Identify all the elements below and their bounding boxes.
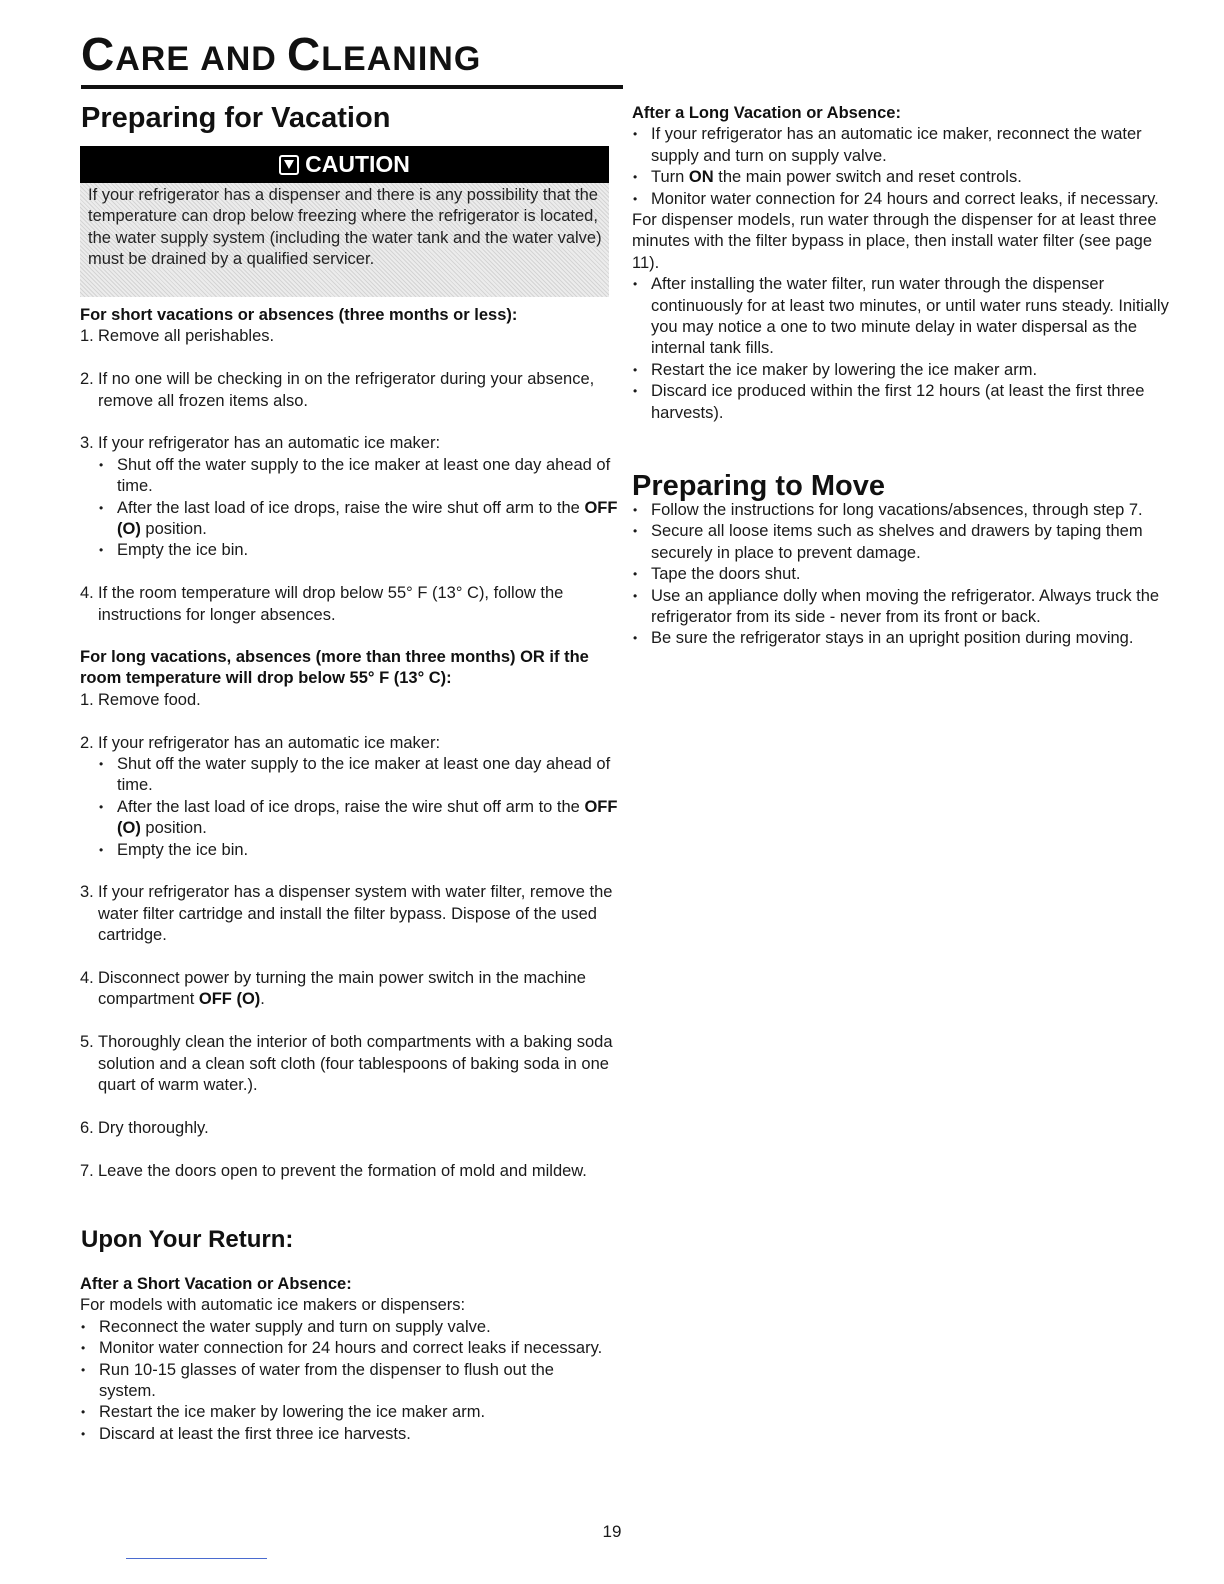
footer-rule: [126, 1558, 267, 1559]
ice-maker-steps: [98, 455, 620, 562]
list-item: • Reconnect the water supply and turn on supply valve.: [80, 1317, 610, 1338]
list-item: • Monitor water connection for 24 hours and correct leaks if necessary.: [80, 1338, 610, 1359]
short-vacation-heading: For short vacations or absences (three months or less):: [80, 306, 518, 324]
list-item: 3. If your refrigerator has a dispenser system with water filter, remove the water filter cartridge and install the filter bypass. Dispose of the used cartridge.: [80, 883, 613, 945]
page-title: CARE AND CLEANING: [81, 28, 623, 89]
list-item: • Be sure the refrigerator stays in an upright position during moving.: [632, 628, 1172, 649]
ice-maker-steps: [98, 754, 620, 861]
section-heading-vacation: Preparing for Vacation: [81, 102, 391, 134]
long-vacation-heading: For long vacations, absences (more than three months) OR if the room temperature will drop below 55° F (13° C):: [80, 648, 589, 688]
list-item: • Empty the ice bin.: [98, 540, 620, 561]
list-item: • Restart the ice maker by lowering the ice maker arm.: [632, 360, 1172, 381]
list-item: • After the last load of ice drops, raise the wire shut off arm to the OFF (O) position.: [98, 797, 620, 840]
caution-text: If your refrigerator has a dispenser and there is any possibility that the temperature can drop below freezing where the refrigerator is located, the water supply system (including the water tank and the water valve) must be drained by a qualified servicer.: [88, 186, 602, 269]
list-item: 3. If your refrigerator has an automatic ice maker:: [80, 434, 441, 453]
list-item: • Use an appliance dolly when moving the refrigerator. Always truck the refrigerator from its side - never from its front or back.: [632, 586, 1172, 629]
list-item: 4. Disconnect power by turning the main power switch in the machine compartment OFF (O).: [80, 969, 586, 1009]
caution-header: [80, 146, 609, 183]
return-long-list-2: [632, 274, 1172, 424]
return-long-paragraph: For dispenser models, run water through the dispenser for at least three minutes with the filter bypass in place, then install water filter (see page 11).: [632, 211, 1157, 272]
list-item: 2. If your refrigerator has an automatic ice maker:: [80, 733, 441, 752]
list-item: • After the last load of ice drops, raise the wire shut off arm to the OFF (O) position.: [98, 498, 620, 541]
return-long-section: [632, 103, 1172, 424]
list-item: • Tape the doors shut.: [632, 564, 1172, 585]
return-short-intro: For models with automatic ice makers or dispensers:: [80, 1296, 466, 1315]
section-heading-move: Preparing to Move: [632, 470, 885, 502]
return-long-list: [632, 124, 1172, 210]
list-item: 4. If the room temperature will drop below 55° F (13° C), follow the instructions for longer absences.: [80, 584, 564, 624]
list-item: • Secure all loose items such as shelves and drawers by taping them securely in place to prevent damage.: [632, 521, 1172, 564]
section-heading-return: Upon Your Return:: [81, 1226, 294, 1253]
list-item: • Empty the ice bin.: [98, 840, 620, 861]
caution-label: CAUTION: [305, 151, 410, 177]
return-short-list: [80, 1317, 610, 1445]
long-vacation-section: [80, 647, 620, 1182]
list-item: • If your refrigerator has an automatic ice maker, reconnect the water supply and turn on supply valve.: [632, 124, 1172, 167]
list-item: 5. Thoroughly clean the interior of both compartments with a baking soda solution and a clean soft cloth (four tablespoons of baking soda in one quart of warm water.).: [80, 1033, 613, 1095]
list-item: • Discard ice produced within the first 12 hours (at least the first three harvests).: [632, 381, 1172, 424]
list-item: • After installing the water filter, run water through the dispenser continuously for at least two minutes, or until water runs steady. Initially you may notice a one to two minute delay in water dispersal as the internal tank fills.: [632, 274, 1172, 360]
list-item: 1. Remove food.: [80, 690, 201, 709]
list-item: • Monitor water connection for 24 hours and correct leaks, if necessary.: [632, 189, 1172, 210]
move-section: [632, 500, 1172, 650]
caution-box: [80, 146, 609, 297]
list-item: • Turn ON the main power switch and reset controls.: [632, 167, 1172, 188]
list-item: • Follow the instructions for long vacations/absences, through step 7.: [632, 500, 1172, 521]
return-long-heading: After a Long Vacation or Absence:: [632, 104, 901, 122]
return-short-section: [80, 1274, 610, 1445]
list-item: 6. Dry thoroughly.: [80, 1118, 209, 1137]
page-number: 19: [602, 1522, 622, 1541]
return-short-heading: After a Short Vacation or Absence:: [80, 1275, 352, 1293]
list-item: • Discard at least the first three ice harvests.: [80, 1424, 610, 1445]
list-item: 2. If no one will be checking in on the refrigerator during your absence, remove all frozen items also.: [80, 370, 595, 410]
list-item: • Shut off the water supply to the ice maker at least one day ahead of time.: [98, 754, 620, 797]
list-item: 7. Leave the doors open to prevent the formation of mold and mildew.: [80, 1161, 587, 1180]
short-vacation-section: [80, 305, 620, 626]
warning-icon: [279, 155, 299, 175]
list-item: • Restart the ice maker by lowering the ice maker arm.: [80, 1402, 610, 1423]
list-item: • Run 10-15 glasses of water from the dispenser to flush out the system.: [80, 1360, 610, 1403]
list-item: 1. Remove all perishables.: [80, 327, 275, 346]
move-list: [632, 500, 1172, 650]
list-item: • Shut off the water supply to the ice maker at least one day ahead of time.: [98, 455, 620, 498]
